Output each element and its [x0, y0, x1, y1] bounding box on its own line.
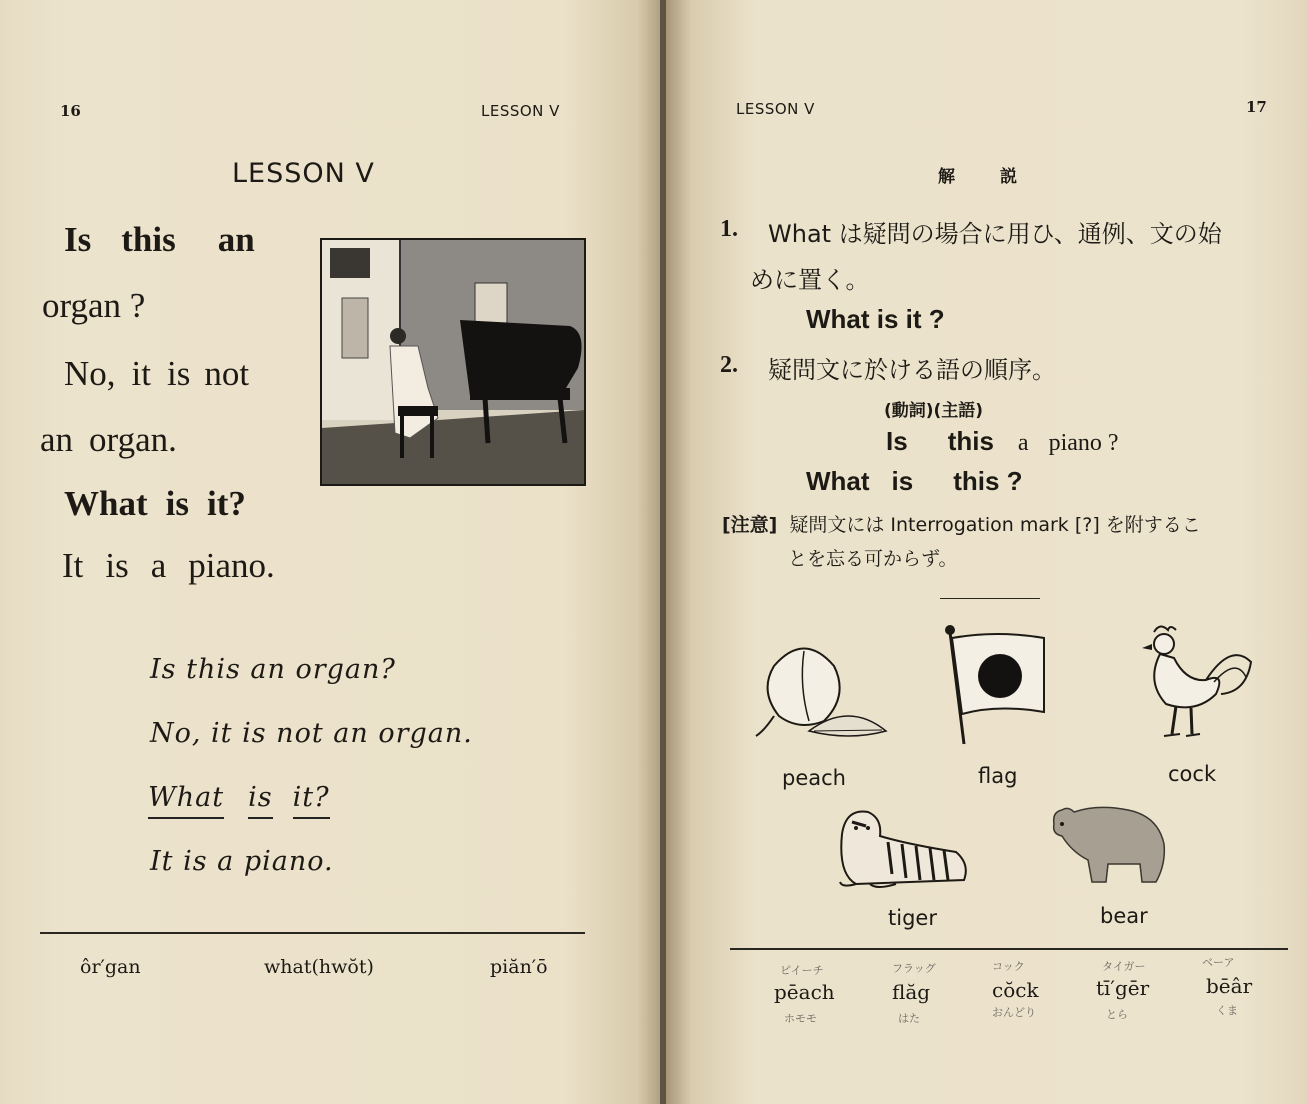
label-bear: bear — [1100, 904, 1148, 928]
handwritten-kana: コック — [992, 960, 1025, 973]
word: is — [166, 354, 191, 393]
note-line-2: とを忘る可からず。 — [788, 548, 958, 570]
word: is — [165, 484, 189, 523]
word: this ? — [953, 466, 1023, 496]
word: Is — [886, 426, 908, 456]
divider-rule — [40, 932, 585, 934]
word: is — [891, 466, 914, 496]
cock-picture — [1136, 622, 1254, 748]
vocab-bear: bēâr — [1206, 974, 1253, 998]
note-line-1 — [722, 510, 1201, 537]
pronunciation-organ: ôr′gan — [80, 956, 141, 978]
handwritten-kana: おんどり — [992, 1006, 1036, 1019]
word: not — [204, 354, 250, 393]
point-1-text-line1: What は疑問の場合に用ひ、通例、文の始 — [768, 220, 1222, 248]
word: It — [62, 546, 84, 585]
word: it — [131, 354, 151, 393]
underlined-word: it? — [293, 782, 330, 819]
pronunciation-piano: piăn′ō — [490, 956, 548, 978]
point-2-example-1 — [886, 426, 1119, 457]
print-line-3 — [64, 354, 249, 394]
underlined-word: is — [248, 782, 273, 819]
handwritten-kana: ホモモ — [784, 1012, 817, 1025]
point-2-labels: (動詞)(主語) — [884, 401, 984, 421]
word: it? — [206, 484, 246, 523]
word: an — [40, 420, 74, 459]
pronunciation-what: what(hwŏt) — [264, 956, 374, 978]
label-cock: cock — [1168, 762, 1217, 786]
note-tag: [注意] — [722, 514, 778, 536]
divider-rule — [730, 948, 1288, 950]
lesson-title: LESSON V — [232, 158, 375, 189]
tiger-picture — [836, 804, 972, 890]
example-bold: What is it ? — [806, 304, 945, 334]
peach-picture — [754, 636, 890, 746]
print-line-2: organ ? — [42, 286, 146, 325]
running-head-left: LESSON V — [481, 102, 560, 120]
page-number-left: 16 — [60, 102, 81, 120]
vocab-tiger: tī′gēr — [1096, 976, 1150, 1000]
script-line-2: No, it is not an organ. — [150, 718, 473, 749]
print-line-6 — [62, 546, 275, 586]
word: No, — [64, 354, 116, 393]
note-text: 疑問文には Interrogation mark [?] を附するこ — [789, 514, 1201, 536]
word: What — [806, 466, 870, 496]
print-line-1 — [64, 220, 255, 260]
point-1-text-line2: めに置く。 — [750, 266, 870, 294]
script-line-4: It is a piano. — [150, 846, 334, 877]
handwritten-kana: ベーア — [1202, 956, 1235, 969]
point-1-number: 1. — [720, 216, 738, 242]
vocab-cock: cŏck — [992, 978, 1039, 1002]
handwritten-kana: はた — [898, 1012, 920, 1025]
point-2-number: 2. — [720, 352, 738, 378]
print-line-5 — [64, 484, 246, 524]
word: is — [105, 546, 129, 585]
underlined-word: What — [148, 782, 224, 819]
word: this — [121, 220, 176, 259]
commentary-heading: 解 説 — [938, 167, 1031, 187]
word: this — [947, 426, 994, 456]
point-2-text: 疑問文に於ける語の順序。 — [768, 356, 1056, 384]
word: Is — [64, 220, 92, 259]
point-1-example — [806, 304, 945, 335]
word: a — [150, 546, 167, 585]
label-peach: peach — [782, 766, 846, 790]
word: piano ? — [1048, 430, 1119, 456]
point-2-example-2 — [806, 466, 1023, 497]
label-flag: flag — [978, 764, 1018, 788]
flag-picture — [942, 624, 1048, 748]
right-page — [666, 0, 1307, 1104]
vocab-flag: flăg — [892, 980, 931, 1004]
word: an — [217, 220, 255, 259]
page-number-right: 17 — [1246, 98, 1267, 116]
label-tiger: tiger — [888, 906, 937, 930]
handwritten-kana: フラッグ — [892, 962, 936, 975]
word: piano. — [188, 546, 275, 585]
script-line-3 — [148, 782, 330, 813]
handwritten-kana: とら — [1106, 1008, 1128, 1021]
piano-player-illustration — [320, 238, 586, 486]
handwritten-kana: くま — [1216, 1004, 1238, 1017]
bear-picture — [1048, 804, 1168, 888]
word: a — [1017, 430, 1029, 456]
running-head-right: LESSON V — [736, 100, 815, 118]
vocab-peach: pēach — [774, 980, 835, 1004]
print-line-4 — [40, 420, 177, 460]
word: organ. — [89, 420, 177, 459]
word: What — [64, 484, 148, 523]
handwritten-kana: ピイーチ — [780, 964, 824, 977]
handwritten-kana: タイガー — [1102, 960, 1146, 973]
short-rule — [940, 598, 1040, 599]
script-line-1: Is this an organ? — [150, 654, 396, 685]
